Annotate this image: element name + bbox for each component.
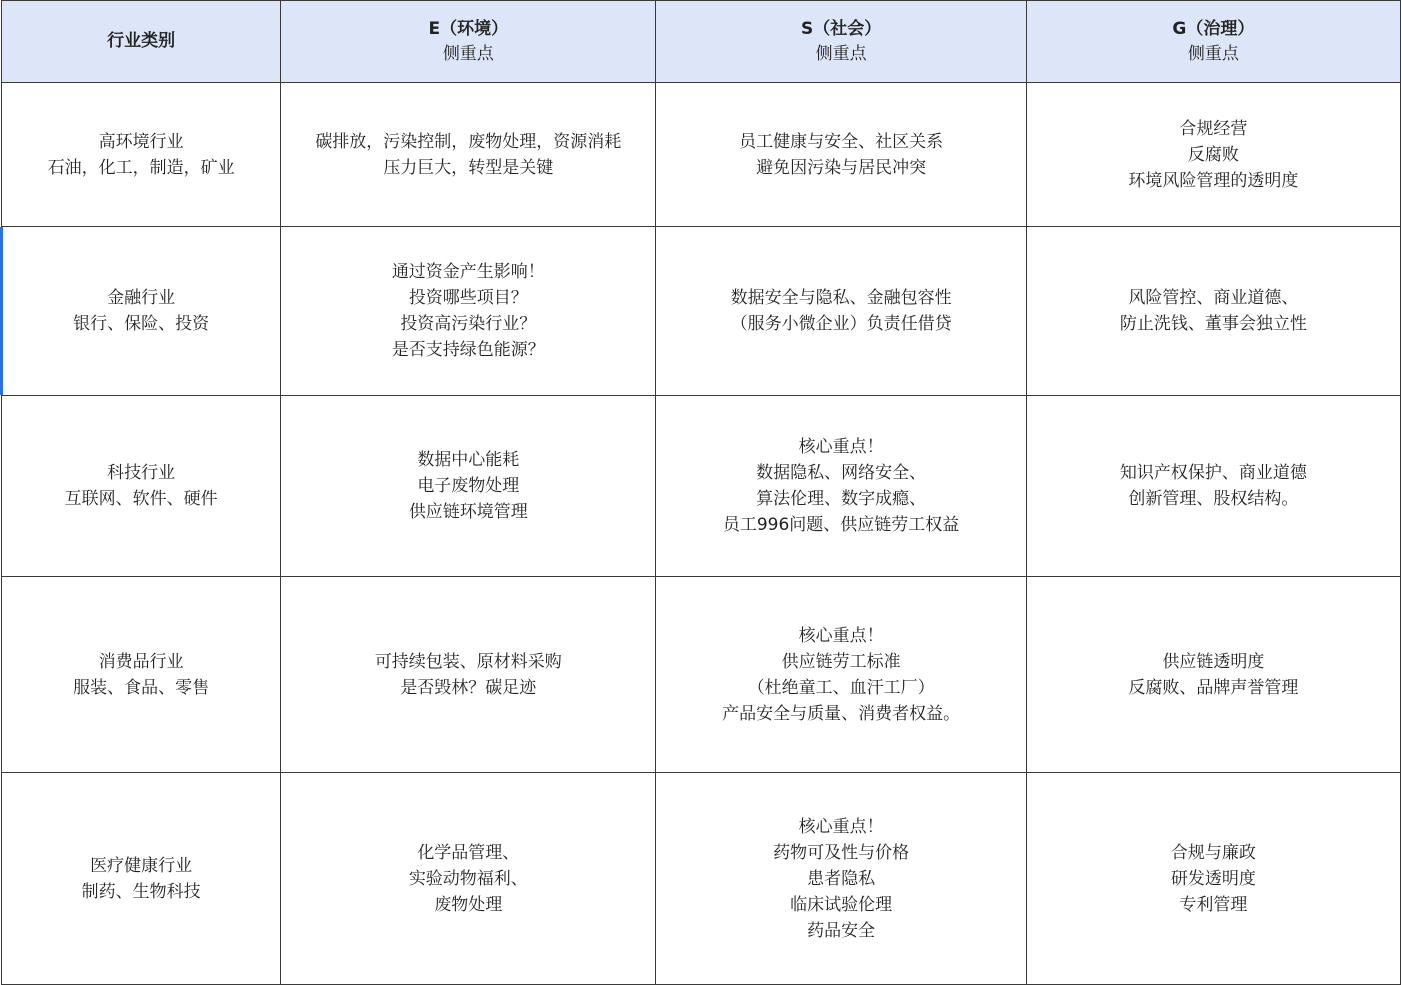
cell-line: 知识产权保护、商业道德 (1119, 463, 1307, 483)
cell-line: 银行、保险、投资 (73, 314, 210, 334)
header-environment-subtitle: 侧重点 (442, 43, 494, 64)
cell-environment (281, 227, 656, 396)
cell-industry (2, 396, 281, 577)
table-row (2, 577, 1401, 773)
cell-line: 化学品管理、 (417, 842, 520, 863)
table-row (2, 227, 1401, 396)
cell-line: 药品安全 (807, 920, 876, 941)
cell-social (656, 83, 1026, 227)
header-social-title: S（社会） (800, 18, 882, 39)
header-social-subtitle: 侧重点 (815, 43, 867, 64)
header-governance (1026, 1, 1400, 83)
header-industry (2, 1, 281, 83)
cell-line: 员工健康与安全、社区关系 (739, 131, 944, 152)
cell-environment (281, 83, 656, 227)
cell-social (656, 396, 1026, 577)
cell-industry (2, 83, 281, 227)
header-social (656, 1, 1026, 83)
cell-governance (1026, 227, 1400, 396)
cell-line: 核心重点！ (798, 437, 884, 457)
cell-line: 互联网、软件、硬件 (64, 489, 218, 509)
cell-line: 医疗健康行业 (90, 855, 193, 876)
cell-governance (1026, 396, 1400, 577)
cell-line: 数据安全与隐私、金融包容性 (730, 288, 952, 308)
cell-line: 风险管控、商业道德、 (1128, 288, 1299, 308)
cell-social (656, 773, 1026, 985)
cell-line: 废物处理 (434, 894, 503, 915)
cell-industry (2, 227, 281, 396)
header-environment (281, 1, 656, 83)
cell-line: 药物可及性与价格 (773, 842, 910, 863)
cell-line: 员工996问题、供应链劳工权益 (722, 515, 960, 535)
table-row (2, 773, 1401, 985)
cell-line: 可持续包装、原材料采购 (374, 651, 562, 672)
cell-line: 避免因污染与居民冲突 (756, 157, 927, 178)
cell-line: 服装、食品、零售 (73, 677, 210, 698)
cell-line: 供应链环境管理 (408, 502, 528, 522)
cell-line: 是否毁林？碳足迹 (400, 677, 537, 698)
esg-industry-table (1, 0, 1401, 985)
cell-line: 研发透明度 (1170, 868, 1256, 889)
cell-line: （服务小微企业）负责任借贷 (730, 314, 952, 334)
cell-environment (281, 577, 656, 773)
table-row (2, 83, 1401, 227)
cell-line: （杜绝童工、血汗工厂） (747, 677, 935, 698)
table-row (2, 396, 1401, 577)
cell-line: 科技行业 (107, 463, 176, 483)
cell-environment (281, 773, 656, 985)
cell-line: 供应链劳工标准 (781, 651, 901, 672)
cell-line: 电子废物处理 (417, 476, 520, 496)
cell-line: 通过资金产生影响！ (391, 262, 545, 282)
cell-industry (2, 773, 281, 985)
cell-line: 患者隐私 (807, 868, 876, 889)
header-environment-title: E（环境） (428, 18, 509, 39)
cell-line: 消费品行业 (98, 651, 184, 672)
cell-governance (1026, 773, 1400, 985)
cell-line: 石油，化工，制造，矿业 (47, 157, 235, 178)
table-header (2, 1, 1401, 83)
cell-governance (1026, 577, 1400, 773)
cell-environment (281, 396, 656, 577)
cell-industry (2, 577, 281, 773)
cell-line: 制药、生物科技 (81, 881, 201, 902)
cell-line: 环境风险管理的透明度 (1128, 170, 1299, 191)
cell-line: 合规经营 (1179, 118, 1248, 139)
cell-social (656, 227, 1026, 396)
cell-line: 算法伦理、数字成瘾、 (756, 489, 927, 509)
cell-line: 是否支持绿色能源？ (391, 340, 545, 360)
cell-line: 数据中心能耗 (417, 450, 520, 470)
cell-line: 合规与廉政 (1170, 842, 1256, 863)
cell-social (656, 577, 1026, 773)
cell-line: 专利管理 (1179, 894, 1248, 915)
cell-line: 投资高污染行业？ (400, 314, 537, 334)
cell-line: 投资哪些项目？ (408, 288, 528, 308)
cell-line: 金融行业 (107, 288, 176, 308)
cell-line: 数据隐私、网络安全、 (756, 463, 927, 483)
header-governance-subtitle: 侧重点 (1187, 43, 1239, 64)
table-body (2, 83, 1401, 985)
cell-line: 临床试验伦理 (790, 894, 893, 915)
cell-line: 高环境行业 (98, 131, 184, 152)
active-row-indicator (0, 227, 3, 395)
cell-line: 防止洗钱、董事会独立性 (1119, 314, 1307, 334)
cell-line: 核心重点！ (798, 816, 884, 837)
cell-line: 创新管理、股权结构。 (1128, 489, 1299, 509)
cell-governance (1026, 83, 1400, 227)
header-governance-title: G（治理） (1172, 18, 1255, 39)
cell-line: 供应链透明度 (1162, 651, 1265, 672)
header-row (2, 1, 1401, 83)
cell-line: 反腐败 (1187, 144, 1239, 165)
cell-line: 实验动物福利、 (408, 868, 528, 889)
cell-line: 反腐败、品牌声誉管理 (1128, 677, 1299, 698)
header-industry-label: 行业类别 (107, 31, 176, 51)
cell-line: 核心重点！ (798, 625, 884, 646)
cell-line: 压力巨大，转型是关键 (383, 157, 554, 178)
cell-line: 产品安全与质量、消费者权益。 (722, 703, 961, 724)
cell-line: 碳排放，污染控制，废物处理，资源消耗 (315, 131, 622, 152)
